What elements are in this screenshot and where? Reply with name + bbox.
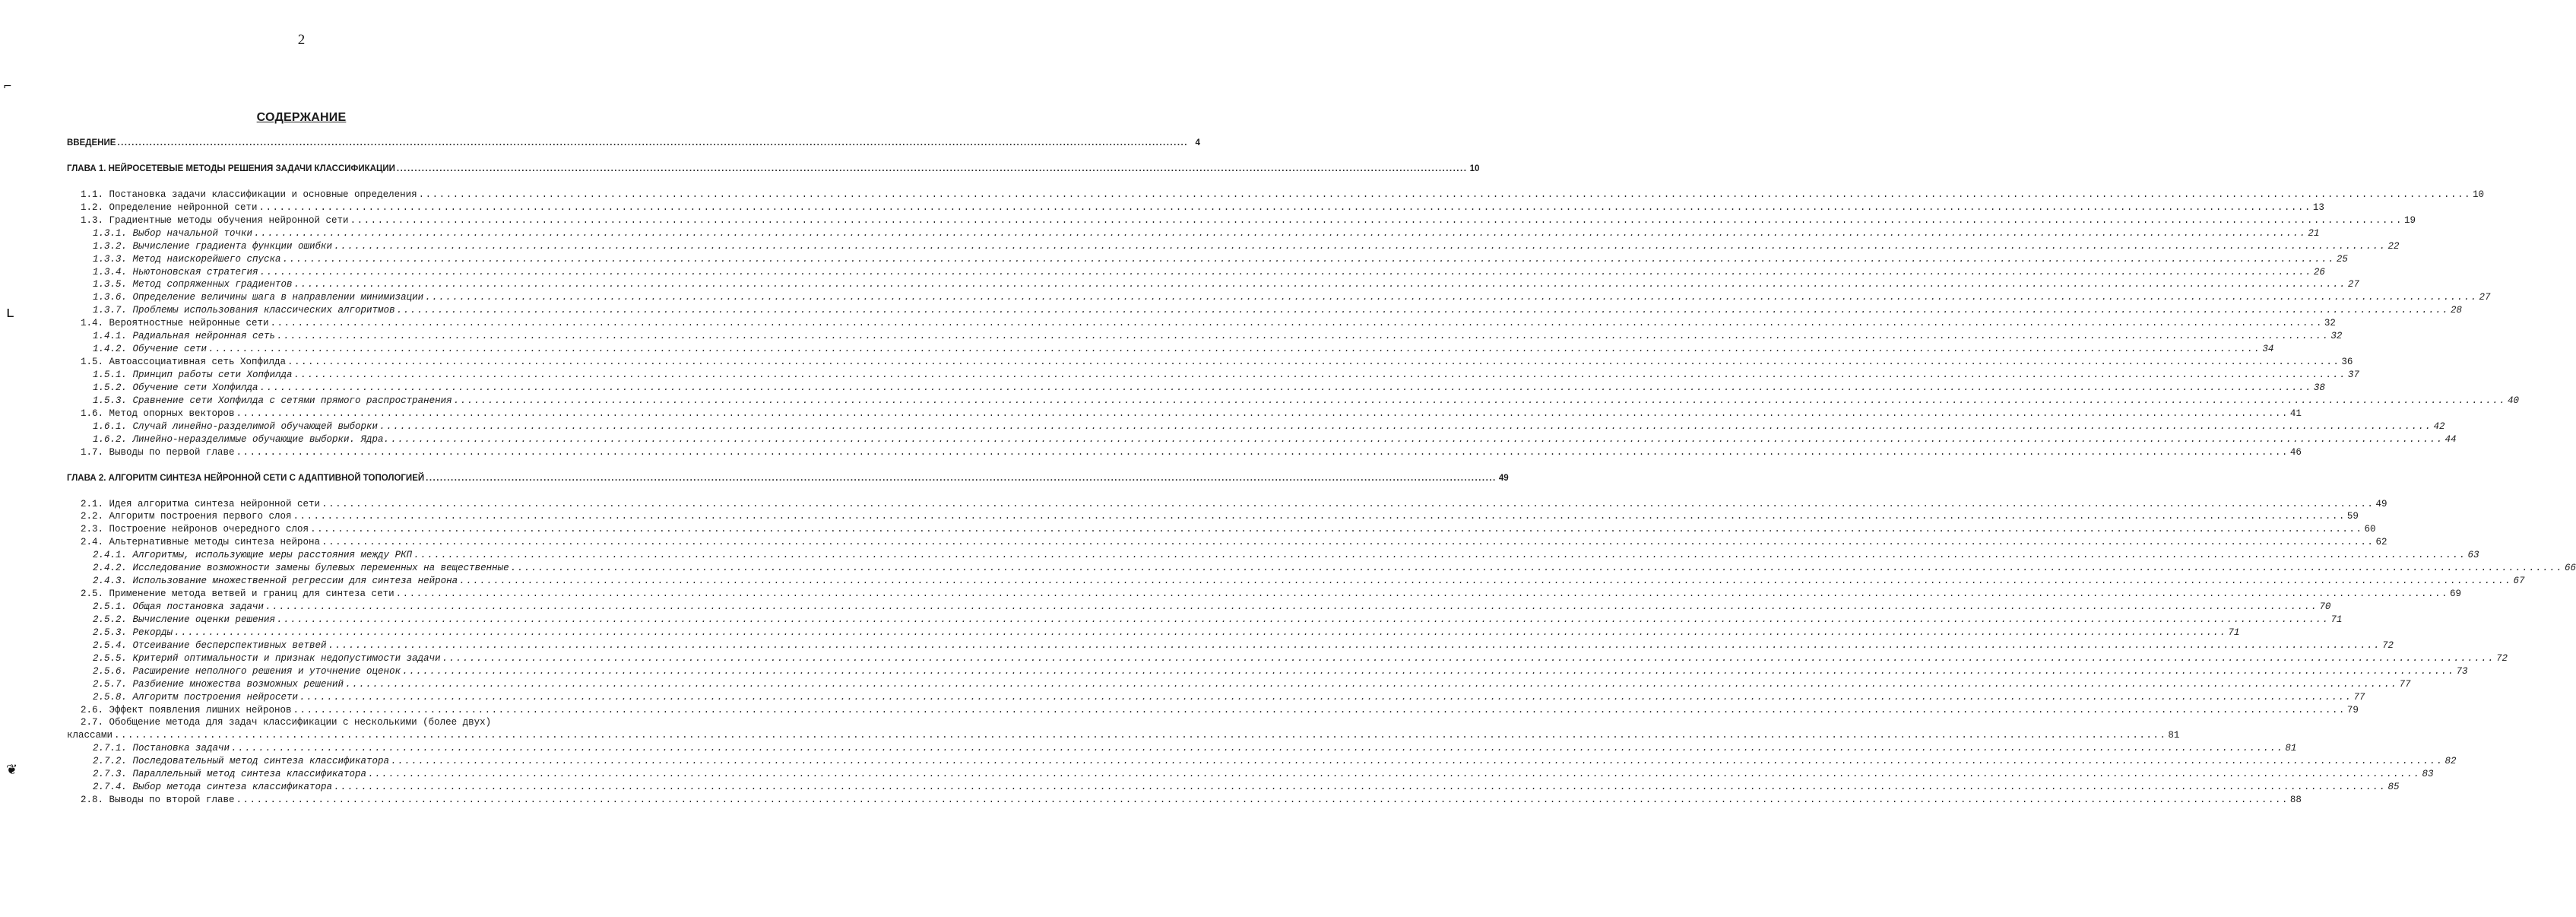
- toc-leader-dots: ............................................................................................................................................................................................................................................................................................................: [345, 678, 2398, 690]
- toc-entry-label: 2.4.3. Использование множественной регрессии для синтеза нейрона: [93, 576, 458, 587]
- toc-entry[interactable]: [67, 601, 2331, 614]
- toc-entry[interactable]: [67, 768, 2434, 781]
- toc-page-number: 22: [2387, 240, 2400, 252]
- toc-page-number: 73: [2456, 665, 2468, 677]
- toc-entry[interactable]: [67, 356, 2353, 369]
- toc-entry[interactable]: [67, 214, 2416, 227]
- toc-page-number: 66: [2564, 563, 2576, 574]
- toc-entry-label: 1.5.1. Принцип работы сети Хопфилда: [93, 370, 293, 380]
- toc-entry-label: 2.4.2. Исследование возможности замены булевых переменных на вещественные: [93, 563, 509, 574]
- toc-leader-dots: ............................................................................................................................................................................................................................................................................................................: [418, 189, 2471, 200]
- toc-page-number: 25: [2336, 253, 2348, 265]
- toc-entry-label: 1.4. Вероятностные нейронные сети: [81, 318, 269, 329]
- toc-page-number: 77: [2399, 678, 2411, 690]
- page-number: 2: [297, 32, 306, 48]
- toc-entry[interactable]: [67, 343, 2274, 356]
- toc-leader-dots: ............................................................................................................................................................................................................................................................................................................: [293, 370, 2346, 380]
- toc-leader-dots: ............................................................................................................................................................................................................................................................................................................: [334, 782, 2387, 793]
- toc-page-number: 83: [2422, 769, 2434, 780]
- toc-entry[interactable]: [67, 330, 2343, 343]
- toc-entry[interactable]: [67, 189, 2484, 201]
- toc-leader-dots: ............................................................................................................................................................................................................................................................................................................: [293, 511, 2346, 522]
- toc-leader-dots: ............................................................................................................................................................................................................................................................................................................: [322, 537, 2375, 548]
- toc-page-number: 41: [2289, 408, 2302, 419]
- toc-leader-dots: ............................................................................................................................................................................................................................................................................................................: [396, 163, 1468, 173]
- toc-entry[interactable]: [67, 652, 2508, 665]
- scan-mark-icon: ❦: [6, 762, 18, 778]
- toc-entry[interactable]: [67, 420, 2445, 433]
- toc-leader-dots: ............................................................................................................................................................................................................................................................................................................: [310, 524, 2363, 535]
- toc-leader-dots: ............................................................................................................................................................................................................................................................................................................: [277, 331, 2330, 342]
- toc-entry-label: 2.7.3. Параллельный метод синтеза классификатора: [93, 769, 367, 780]
- toc-entry[interactable]: [67, 704, 2359, 717]
- toc-page-number: 36: [2341, 357, 2353, 368]
- toc-entry[interactable]: [67, 536, 2387, 549]
- toc-leader-dots: ............................................................................................................................................................................................................................................................................................................: [368, 769, 2421, 780]
- toc-entry-label: 2.5.6. Расширение неполного решения и уточнение оценок: [93, 665, 401, 677]
- toc-entry[interactable]: [67, 382, 2325, 395]
- toc-entry-label: 1.3.6. Определение величины шага в направлении минимизации: [93, 292, 424, 303]
- toc-leader-dots: ............................................................................................................................................................................................................................................................................................................: [236, 408, 2289, 419]
- toc-leader-dots: ............................................................................................................................................................................................................................................................................................................: [287, 357, 2340, 368]
- toc-entry[interactable]: [67, 317, 2336, 330]
- toc-page-number: 32: [2330, 331, 2343, 342]
- toc-entry-label: 1.4.2. Обучение сети: [93, 344, 208, 355]
- toc-page-number: 37: [2347, 370, 2359, 380]
- toc-entry[interactable]: [67, 395, 2519, 408]
- toc-spacer: [67, 485, 581, 498]
- toc-leader-dots: ............................................................................................................................................................................................................................................................................................................: [293, 279, 2346, 290]
- toc-page-number: 10: [2472, 189, 2484, 200]
- toc-entry[interactable]: [67, 627, 2240, 639]
- toc-entry[interactable]: [67, 369, 2359, 382]
- toc-leader-dots: ............................................................................................................................................................................................................................................................................................................: [396, 305, 2449, 316]
- toc-chapter-entry[interactable]: [67, 137, 1200, 150]
- toc-entry-label: 2.5.7. Разбиение множества возможных решений: [93, 678, 344, 690]
- toc-page-number: 26: [2313, 266, 2325, 278]
- toc-chapter-entry[interactable]: [67, 163, 1480, 176]
- toc-entry-label: 2.3. Построение нейронов очередного слоя: [81, 524, 309, 535]
- toc-page-number: 71: [2228, 627, 2240, 638]
- toc-page-number: 44: [2445, 433, 2457, 445]
- toc-entry-label: 1.2. Определение нейронной сети: [81, 201, 258, 213]
- toc-leader-dots: ............................................................................................................................................................................................................................................................................................................: [208, 344, 2261, 355]
- toc-entry-label: 1.4.1. Радиальная нейронная сеть: [93, 331, 276, 342]
- toc-leader-dots: ............................................................................................................................................................................................................................................................................................................: [259, 382, 2312, 393]
- toc-leader-dots: ............................................................................................................................................................................................................................................................................................................: [277, 614, 2330, 625]
- toc-page-number: 79: [2346, 704, 2359, 716]
- toc-entry-label: 1.3.4. Ньютоновская стратегия: [93, 266, 258, 278]
- toc-entry-label: 2.2. Алгоритм построения первого слоя: [81, 511, 292, 522]
- toc-page-number: 67: [2513, 576, 2525, 587]
- toc-leader-dots: ............................................................................................................................................................................................................................................................................................................: [426, 473, 1497, 483]
- page-title: СОДЕРЖАНИЕ: [256, 111, 347, 124]
- toc-leader-dots: ............................................................................................................................................................................................................................................................................................................: [328, 639, 2381, 651]
- toc-entry-label: 2.4.1. Алгоритмы, использующие меры расстояния между РКП: [93, 550, 413, 561]
- toc-entry-label: 2.5. Применение метода ветвей и границ для синтеза сети: [81, 589, 394, 600]
- toc-page-number: 69: [2449, 589, 2461, 600]
- toc-entry-label: 1.3.7. Проблемы использования классических алгоритмов: [93, 305, 395, 316]
- toc-page-number: 63: [2467, 550, 2479, 561]
- toc-entry-label: классами: [67, 730, 113, 741]
- toc-entry-label: 1.5.2. Обучение сети Хопфилда: [93, 382, 258, 393]
- toc-spacer: [67, 150, 581, 163]
- toc-page-number: 42: [2433, 420, 2445, 432]
- toc-leader-dots: ............................................................................................................................................................................................................................................................................................................: [231, 743, 2284, 754]
- toc-leader-dots: ............................................................................................................................................................................................................................................................................................................: [379, 420, 2432, 432]
- toc-entry[interactable]: [67, 678, 2411, 691]
- toc-leader-dots: ............................................................................................................................................................................................................................................................................................................: [254, 227, 2307, 239]
- toc-page-number: 27: [2347, 279, 2359, 290]
- toc-leader-dots: ............................................................................................................................................................................................................................................................................................................: [270, 318, 2323, 329]
- toc-entry-label: 2.5.8. Алгоритм построения нейросети: [93, 691, 299, 703]
- toc-page-number: 82: [2445, 756, 2457, 767]
- toc-entry-label: 2.7.1. Постановка задачи: [93, 743, 230, 754]
- toc-entry-label: 2.5.3. Рекорды: [93, 627, 173, 638]
- toc-page-number: 10: [1469, 163, 1480, 173]
- toc-entry[interactable]: [67, 201, 2324, 214]
- table-of-contents: [67, 137, 2576, 807]
- toc-entry-label: 1.5. Автоассоциативная сеть Хопфилда: [81, 357, 287, 368]
- toc-leader-dots: ............................................................................................................................................................................................................................................................................................................: [236, 446, 2289, 458]
- toc-leader-dots: ............................................................................................................................................................................................................................................................................................................: [258, 201, 2311, 213]
- toc-entry-label: 2.7.2. Последовательный метод синтеза классификатора: [93, 756, 390, 767]
- toc-entry-label: 1.3. Градиентные методы обучения нейронной сети: [81, 214, 349, 226]
- toc-entry-label: ВВЕДЕНИЕ: [67, 138, 116, 148]
- toc-entry[interactable]: [67, 729, 2180, 742]
- toc-entry-label: 2.6. Эффект появления лишних нейронов: [81, 704, 292, 716]
- toc-entry[interactable]: [67, 549, 2479, 562]
- toc-leader-dots: ............................................................................................................................................................................................................................................................................................................: [391, 756, 2444, 767]
- toc-entry-label: 1.3.1. Выбор начальной точки: [93, 227, 253, 239]
- toc-leader-dots: ............................................................................................................................................................................................................................................................................................................: [117, 138, 1188, 148]
- toc-page-number: 34: [2262, 344, 2274, 355]
- toc-entry-label: 2.1. Идея алгоритма синтеза нейронной сети: [81, 498, 321, 509]
- toc-page-number: 40: [2507, 395, 2519, 406]
- toc-entry-label: 2.5.1. Общая постановка задачи: [93, 601, 265, 612]
- toc-entry[interactable]: [67, 291, 2491, 304]
- toc-entry[interactable]: [67, 433, 2457, 446]
- toc-page-number: 28: [2450, 305, 2462, 316]
- toc-entry-label: 2.4. Альтернативные методы синтеза нейрона: [81, 537, 321, 548]
- toc-page-number: 85: [2387, 782, 2400, 793]
- toc-leader-dots: ............................................................................................................................................................................................................................................................................................................: [114, 730, 2167, 741]
- toc-entry-label: 1.6.2. Линейно-неразделимые обучающие выборки. Ядра.: [93, 433, 390, 445]
- toc-entry[interactable]: [67, 575, 2525, 588]
- toc-spacer: [67, 176, 581, 189]
- toc-entry[interactable]: [67, 304, 2462, 317]
- toc-leader-dots: ............................................................................................................................................................................................................................................................................................................: [425, 292, 2478, 303]
- toc-leader-dots: ............................................................................................................................................................................................................................................................................................................: [350, 214, 2403, 226]
- toc-page-number: 70: [2319, 601, 2331, 612]
- toc-page-number: 13: [2312, 201, 2324, 213]
- toc-page-number: 46: [2289, 446, 2302, 458]
- toc-entry-label: 1.3.2. Вычисление градиента функции ошибки: [93, 240, 333, 252]
- scan-mark-icon: ʟ: [6, 303, 14, 321]
- toc-entry-label: 1.3.5. Метод сопряженных градиентов: [93, 279, 293, 290]
- toc-entry-label: 1.7. Выводы по первой главе: [81, 446, 235, 458]
- toc-entry[interactable]: [67, 691, 2365, 704]
- toc-leader-dots: ............................................................................................................................................................................................................................................................................................................: [402, 665, 2455, 677]
- toc-leader-dots: ............................................................................................................................................................................................................................................................................................................: [459, 576, 2512, 587]
- toc-page-number: 38: [2313, 382, 2325, 393]
- toc-page-number: 19: [2403, 214, 2416, 226]
- toc-leader-dots: ............................................................................................................................................................................................................................................................................................................: [236, 795, 2289, 806]
- toc-entry[interactable]: [67, 755, 2457, 768]
- toc-chapter-entry[interactable]: [67, 472, 1509, 485]
- toc-page-number: 81: [2168, 730, 2180, 741]
- toc-entry[interactable]: [67, 446, 2302, 459]
- toc-entry-label: 1.3.3. Метод наискорейшего спуска: [93, 253, 281, 265]
- toc-entry[interactable]: [67, 498, 2387, 511]
- toc-leader-dots: ............................................................................................................................................................................................................................................................................................................: [174, 627, 2227, 638]
- toc-page-number: 72: [2381, 639, 2394, 651]
- toc-leader-dots: ............................................................................................................................................................................................................................................................................................................: [391, 433, 2444, 445]
- toc-page-number: 72: [2495, 652, 2508, 664]
- toc-leader-dots: ............................................................................................................................................................................................................................................................................................................: [293, 704, 2346, 716]
- toc-leader-dots: ............................................................................................................................................................................................................................................................................................................: [259, 266, 2312, 278]
- toc-entry[interactable]: [67, 510, 2359, 523]
- toc-entry-label: 2.8. Выводы по второй главе: [81, 795, 235, 806]
- toc-page-number: 21: [2308, 227, 2320, 239]
- toc-page-number: 4: [1195, 138, 1200, 148]
- toc-entry-label: 2.7.4. Выбор метода синтеза классификатора: [93, 782, 333, 793]
- toc-entry-label: 1.6. Метод опорных векторов: [81, 408, 235, 419]
- toc-entry[interactable]: [67, 781, 2400, 794]
- toc-leader-dots: ............................................................................................................................................................................................................................................................................................................: [413, 550, 2467, 561]
- toc-leader-dots: ............................................................................................................................................................................................................................................................................................................: [453, 395, 2506, 406]
- toc-leader-dots: ............................................................................................................................................................................................................................................................................................................: [510, 563, 2563, 574]
- toc-entry[interactable]: [67, 523, 2376, 536]
- toc-page-number: 81: [2285, 743, 2297, 754]
- toc-leader-dots: ............................................................................................................................................................................................................................................................................................................: [265, 601, 2318, 612]
- toc-page-number: 71: [2330, 614, 2343, 625]
- toc-page-number: 49: [2375, 498, 2387, 509]
- scan-mark-icon: ⌐: [3, 81, 12, 93]
- toc-entry[interactable]: [67, 794, 2302, 807]
- toc-leader-dots: ............................................................................................................................................................................................................................................................................................................: [282, 253, 2335, 265]
- toc-page-number: 62: [2375, 537, 2387, 548]
- toc-entry[interactable]: [67, 562, 2576, 575]
- toc-page-number: 77: [2353, 691, 2365, 703]
- toc-entry-label: 1.6.1. Случай линейно-разделимой обучающей выборки: [93, 420, 379, 432]
- toc-leader-dots: ............................................................................................................................................................................................................................................................................................................: [299, 691, 2353, 703]
- toc-leader-dots: ............................................................................................................................................................................................................................................................................................................: [442, 652, 2495, 664]
- toc-page-number: 49: [1498, 473, 1509, 483]
- toc-entry-label: 2.5.5. Критерий оптимальности и признак недопустимости задачи: [93, 652, 441, 664]
- toc-spacer: [67, 459, 581, 472]
- toc-page-number: 27: [2479, 292, 2491, 303]
- toc-entry[interactable]: 2.7. Обобщение метода для задач классификации с несколькими (более двух): [81, 717, 492, 728]
- toc-entry[interactable]: [67, 278, 2359, 291]
- toc-entry[interactable]: [67, 253, 2348, 266]
- toc-entry[interactable]: [67, 665, 2468, 678]
- toc-leader-dots: ............................................................................................................................................................................................................................................................................................................: [395, 589, 2448, 600]
- toc-page-number: 88: [2289, 795, 2302, 806]
- toc-leader-dots: ............................................................................................................................................................................................................................................................................................................: [322, 498, 2375, 509]
- toc-entry-label: 1.5.3. Сравнение сети Хопфилда с сетями прямого распространения: [93, 395, 452, 406]
- toc-leader-dots: ............................................................................................................................................................................................................................................................................................................: [334, 240, 2387, 252]
- toc-entry-label: 1.1. Постановка задачи классификации и основные определения: [81, 189, 417, 200]
- toc-page-number: 59: [2346, 511, 2359, 522]
- toc-entry[interactable]: [67, 227, 2320, 240]
- toc-page-number: 32: [2324, 318, 2336, 329]
- toc-entry-label: 2.5.4. Отсеивание бесперспективных ветвей: [93, 639, 327, 651]
- toc-entry[interactable]: [67, 614, 2343, 627]
- toc-page-number: 60: [2364, 524, 2376, 535]
- toc-entry[interactable]: [67, 266, 2325, 279]
- toc-entry[interactable]: [67, 742, 2297, 755]
- toc-entry-label: ГЛАВА 1. НЕЙРОСЕТЕВЫЕ МЕТОДЫ РЕШЕНИЯ ЗАДАЧИ КЛАССИФИКАЦИИ: [67, 163, 395, 173]
- toc-entry[interactable]: [67, 408, 2302, 420]
- toc-entry[interactable]: [67, 240, 2400, 253]
- toc-entry[interactable]: [67, 639, 2394, 652]
- toc-entry-label: ГЛАВА 2. АЛГОРИТМ СИНТЕЗА НЕЙРОННОЙ СЕТИ С АДАПТИВНОЙ ТОПОЛОГИЕЙ: [67, 473, 425, 483]
- toc-entry-label: 2.5.2. Вычисление оценки решения: [93, 614, 276, 625]
- toc-entry[interactable]: [67, 588, 2461, 601]
